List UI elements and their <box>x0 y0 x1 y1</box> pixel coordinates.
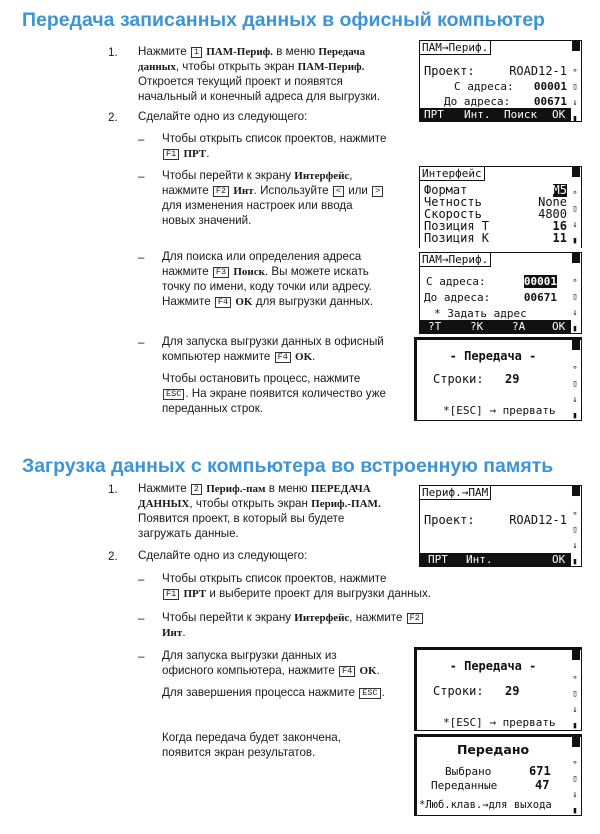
setting-label: Позиция Т <box>424 219 490 233</box>
menu-name: ПЕРЕДАЧА <box>310 483 371 495</box>
dash: – <box>138 336 145 349</box>
section-heading-upload: Передача записанных данных в офисный компьютер <box>22 9 545 31</box>
scroll-indicator <box>572 486 580 496</box>
key-f4: F4 <box>275 352 291 363</box>
step1-line4: начальный и конечный адреса для выгрузки. <box>138 90 381 103</box>
project-value: ROAD12-1 <box>509 513 567 527</box>
step1-line1 <box>138 45 365 59</box>
dash: – <box>138 612 145 625</box>
softkey-prt[interactable]: ПРТ <box>428 553 448 566</box>
step-number: 2. <box>108 111 118 124</box>
step2-text: Сделайте одно из следующего: <box>138 110 308 123</box>
rows-row <box>433 373 567 386</box>
key-right: > <box>372 186 383 197</box>
key-f1: F1 <box>163 149 179 160</box>
softkey-int[interactable]: Инт. <box>466 553 493 566</box>
bullet3-line2 <box>162 265 369 279</box>
softkey-search-point[interactable]: ?T <box>428 320 442 333</box>
screen-perif-pam <box>419 485 582 567</box>
project-row <box>424 514 567 527</box>
softkey-ok[interactable]: OK <box>552 108 566 121</box>
selected-label: Выбрано <box>445 765 492 778</box>
s2-bullet1-line1: Чтобы открыть список проектов, нажмите <box>162 572 387 585</box>
softkey-name: OK <box>235 296 253 308</box>
bullet1-line2 <box>162 147 209 161</box>
bullet3-line4 <box>162 295 373 309</box>
key-f3: F3 <box>213 267 229 278</box>
section-heading-download: Загрузка данных с компьютера во встроенную память <box>22 455 554 477</box>
text: , чтобы открыть экран <box>189 497 308 510</box>
text: . Используйте <box>253 184 329 197</box>
setting-value[interactable]: 11 <box>552 231 567 245</box>
scroll-indicator <box>572 167 580 177</box>
from-label: С адреса: <box>426 275 486 288</box>
setting-label: Позиция К <box>424 231 490 245</box>
to-value: 00671 <box>533 95 567 108</box>
screen-tab: Интерфейс <box>420 167 485 181</box>
from-input[interactable]: 00001 <box>523 275 557 288</box>
text: Нажмите <box>138 45 187 58</box>
set-address-hint: * Задать адрес <box>434 307 527 320</box>
setting-value[interactable]: None <box>538 195 567 209</box>
step-number: 1. <box>108 46 118 59</box>
s2-bullet3-line2 <box>162 664 380 678</box>
bullet2-line2 <box>162 184 384 198</box>
key-f4: F4 <box>215 297 231 308</box>
project-row <box>424 65 567 78</box>
softkey-ok[interactable]: OK <box>552 320 566 333</box>
rows-value: 29 <box>505 372 520 386</box>
softkey-name: Инт <box>233 185 254 197</box>
text: Чтобы перейти к экрану <box>162 611 292 624</box>
key-f2: F2 <box>407 613 423 624</box>
s2-bullet2-line1 <box>162 611 424 625</box>
transfer-title: - Передача - <box>449 659 537 673</box>
text: . На экране появится количество уже <box>185 387 386 400</box>
s2-step1-line1 <box>138 482 371 496</box>
transfer-title: - Передача - <box>449 349 537 363</box>
softkey-name: ПРТ <box>183 588 207 600</box>
result-title: Передано <box>456 742 530 757</box>
s2-result-line2: появится экран результатов. <box>162 746 316 759</box>
bullet4-line2 <box>162 350 315 364</box>
s2-result-line1: Когда передача будет закончена, <box>162 731 341 744</box>
sent-row <box>431 779 567 792</box>
screen-name: Периф.-ПАМ. <box>311 498 381 510</box>
screen-address <box>419 252 582 334</box>
menu-name: Передача <box>318 46 366 58</box>
rows-label: Строки: <box>433 684 484 698</box>
bullet1-line1: Чтобы открыть список проектов, нажмите <box>162 132 387 145</box>
step1-line2 <box>138 60 364 74</box>
key-1: 1 <box>191 47 202 58</box>
softkey-name: Инт <box>162 627 183 639</box>
key-esc: ESC <box>359 688 380 699</box>
setting-label: Формат <box>424 183 468 197</box>
step1-line3: Откроется текущий проект и появятся <box>138 75 343 88</box>
softkey-name: OK <box>295 351 313 363</box>
setting-label: Скорость <box>424 207 482 221</box>
s2-step1-line2 <box>138 497 381 511</box>
s2-bullet1-line2 <box>162 587 431 601</box>
scroll-indicator <box>572 253 580 263</box>
scroll-indicator <box>572 650 580 660</box>
text: нажмите <box>162 265 209 278</box>
bullet4-line5: переданных строк. <box>162 402 264 415</box>
bullet4-line4 <box>162 387 386 401</box>
setting-value[interactable]: 16 <box>552 219 567 233</box>
bullet3-line1: Для поиска или определения адреса <box>162 250 362 263</box>
dash: – <box>138 170 145 183</box>
s2-step1-line4: загружать данные. <box>138 527 239 540</box>
rows-row <box>433 685 567 698</box>
setting-value[interactable]: 4800 <box>538 207 567 221</box>
screen-transfer-2 <box>414 647 582 731</box>
scroll-indicator <box>572 41 580 51</box>
softkey-name: ПРТ <box>183 148 207 160</box>
bullet2-line4: новых значений. <box>162 214 252 227</box>
softkey-search-code[interactable]: ?K <box>470 320 484 333</box>
text: Нажмите <box>162 295 211 308</box>
scroll-indicator <box>572 340 580 350</box>
text: для выгрузки данных. <box>255 295 374 308</box>
selected-value: 671 <box>529 764 551 778</box>
screen-tab: ПАМ→Периф. <box>420 41 491 55</box>
s2-bullet2-line2 <box>162 626 186 640</box>
s2-step2-text: Сделайте одно из следующего: <box>138 549 308 562</box>
softkey-bar <box>420 108 571 121</box>
text: . <box>376 664 380 677</box>
text: , <box>349 169 353 182</box>
text: компьютер нажмите <box>162 350 271 363</box>
text: и выберите проект для выгрузки данных. <box>209 587 432 600</box>
text: , чтобы открыть экран <box>175 60 295 73</box>
battery-icon: ∘ ▯ ↓ ▮ <box>572 363 578 421</box>
setting-value[interactable]: M5 <box>552 183 567 197</box>
scroll-indicator <box>572 737 580 747</box>
text: . <box>312 350 316 363</box>
project-label: Проект: <box>424 513 475 527</box>
key-f4: F4 <box>339 666 355 677</box>
to-label: До адреса: <box>424 291 491 304</box>
key-f1: F1 <box>163 589 179 600</box>
bullet4-line3: Чтобы остановить процесс, нажмите <box>162 372 361 385</box>
screen-result <box>414 734 582 816</box>
s2-bullet3-line1: Для запуска выгрузки данных из <box>162 649 337 662</box>
softkey-name: Поиск <box>233 266 265 278</box>
screen-name: Интерфейс <box>294 170 350 182</box>
bullet2-line1 <box>162 169 353 183</box>
softkey-search-address[interactable]: ?A <box>512 320 526 333</box>
menu-name: ДАННЫХ <box>138 498 190 510</box>
selected-row <box>445 765 567 778</box>
battery-icon: ∘ ▯ ↓ ▮ <box>572 509 578 567</box>
from-label: С адреса: <box>454 80 514 93</box>
softkey-bar <box>420 320 571 333</box>
abort-hint: *[ESC] → прервать <box>443 716 556 729</box>
dash: – <box>138 573 145 586</box>
screen-tab: Периф.→ПАМ <box>420 486 491 500</box>
softkey-bar <box>420 553 571 566</box>
bullet3-line3: точку по имени, коду точки или адресу. <box>162 280 372 293</box>
exit-hint: *Люб.клав.→для выхода <box>419 799 552 811</box>
text: Для завершения процесса нажмите <box>162 686 356 699</box>
to-input[interactable]: 00671 <box>523 291 557 304</box>
dash: – <box>138 133 145 146</box>
project-value: ROAD12-1 <box>509 64 567 78</box>
s2-bullet3-line3 <box>162 686 385 700</box>
abort-hint: *[ESC] → прервать <box>443 404 556 417</box>
softkey-ok[interactable]: OK <box>552 553 566 566</box>
text: в меню <box>276 45 316 58</box>
key-left: < <box>333 186 344 197</box>
setting-label: Четность <box>424 195 482 209</box>
from-value: 00001 <box>533 80 567 93</box>
softkey-search[interactable]: Поиск <box>504 108 538 121</box>
text: . Вы можете искать <box>264 265 369 278</box>
rows-value: 29 <box>505 684 520 698</box>
key-f2: F2 <box>213 186 229 197</box>
setting-row <box>424 232 567 245</box>
dash: – <box>138 251 145 264</box>
bullet4-line1: Для запуска выгрузки данных в офисный <box>162 335 384 348</box>
screen-transfer <box>414 337 582 421</box>
screen-name: ПАМ-Периф. <box>297 61 365 73</box>
screen-tab: ПАМ→Периф. <box>420 253 491 267</box>
dash: – <box>138 650 145 663</box>
text: , нажмите <box>349 611 403 624</box>
key-2: 2 <box>191 484 202 495</box>
to-label: До адреса: <box>444 95 511 108</box>
step-number: 2. <box>108 550 118 563</box>
sent-label: Переданные <box>431 779 498 792</box>
screen-pam-perif <box>419 40 582 122</box>
battery-icon: ∘ ▯ ↓ ▮ <box>572 673 578 731</box>
text: офисного компьютера, нажмите <box>162 664 335 677</box>
text: . <box>381 686 385 699</box>
screen-name: Интерфейс <box>294 612 350 624</box>
bullet2-line3: для изменения настроек или ввода <box>162 199 353 212</box>
text: нажмите <box>162 184 209 197</box>
battery-icon: ∘ ▯ ↓ ▮ <box>572 66 578 122</box>
s2-step1-line3: Появится проект, в который вы будете <box>138 512 345 525</box>
project-label: Проект: <box>424 64 475 78</box>
rows-label: Строки: <box>433 372 484 386</box>
text: или <box>348 184 368 197</box>
battery-icon: ∘ ▯ ↓ ▮ <box>572 188 578 246</box>
sent-value: 47 <box>535 778 550 792</box>
text: Чтобы перейти к экрану <box>162 169 292 182</box>
key-esc: ESC <box>163 389 184 400</box>
softkey-name: OK <box>359 665 377 677</box>
battery-icon: ∘ ▯ ↓ ▮ <box>572 758 578 816</box>
text: . <box>182 626 186 639</box>
menu-item-name: Периф.-пам <box>206 483 266 495</box>
softkey-prt[interactable]: ПРТ <box>424 108 444 121</box>
menu-item-name: ПАМ-Периф. <box>206 46 274 58</box>
step-number: 1. <box>108 483 118 496</box>
text: в меню <box>268 482 308 495</box>
softkey-int[interactable]: Инт. <box>464 108 491 121</box>
text: Нажмите <box>138 482 187 495</box>
screen-interface <box>419 166 582 248</box>
menu-name: данных <box>138 61 176 73</box>
text: . <box>206 147 210 160</box>
battery-icon: ∘ ▯ ↓ ▮ <box>572 276 578 334</box>
